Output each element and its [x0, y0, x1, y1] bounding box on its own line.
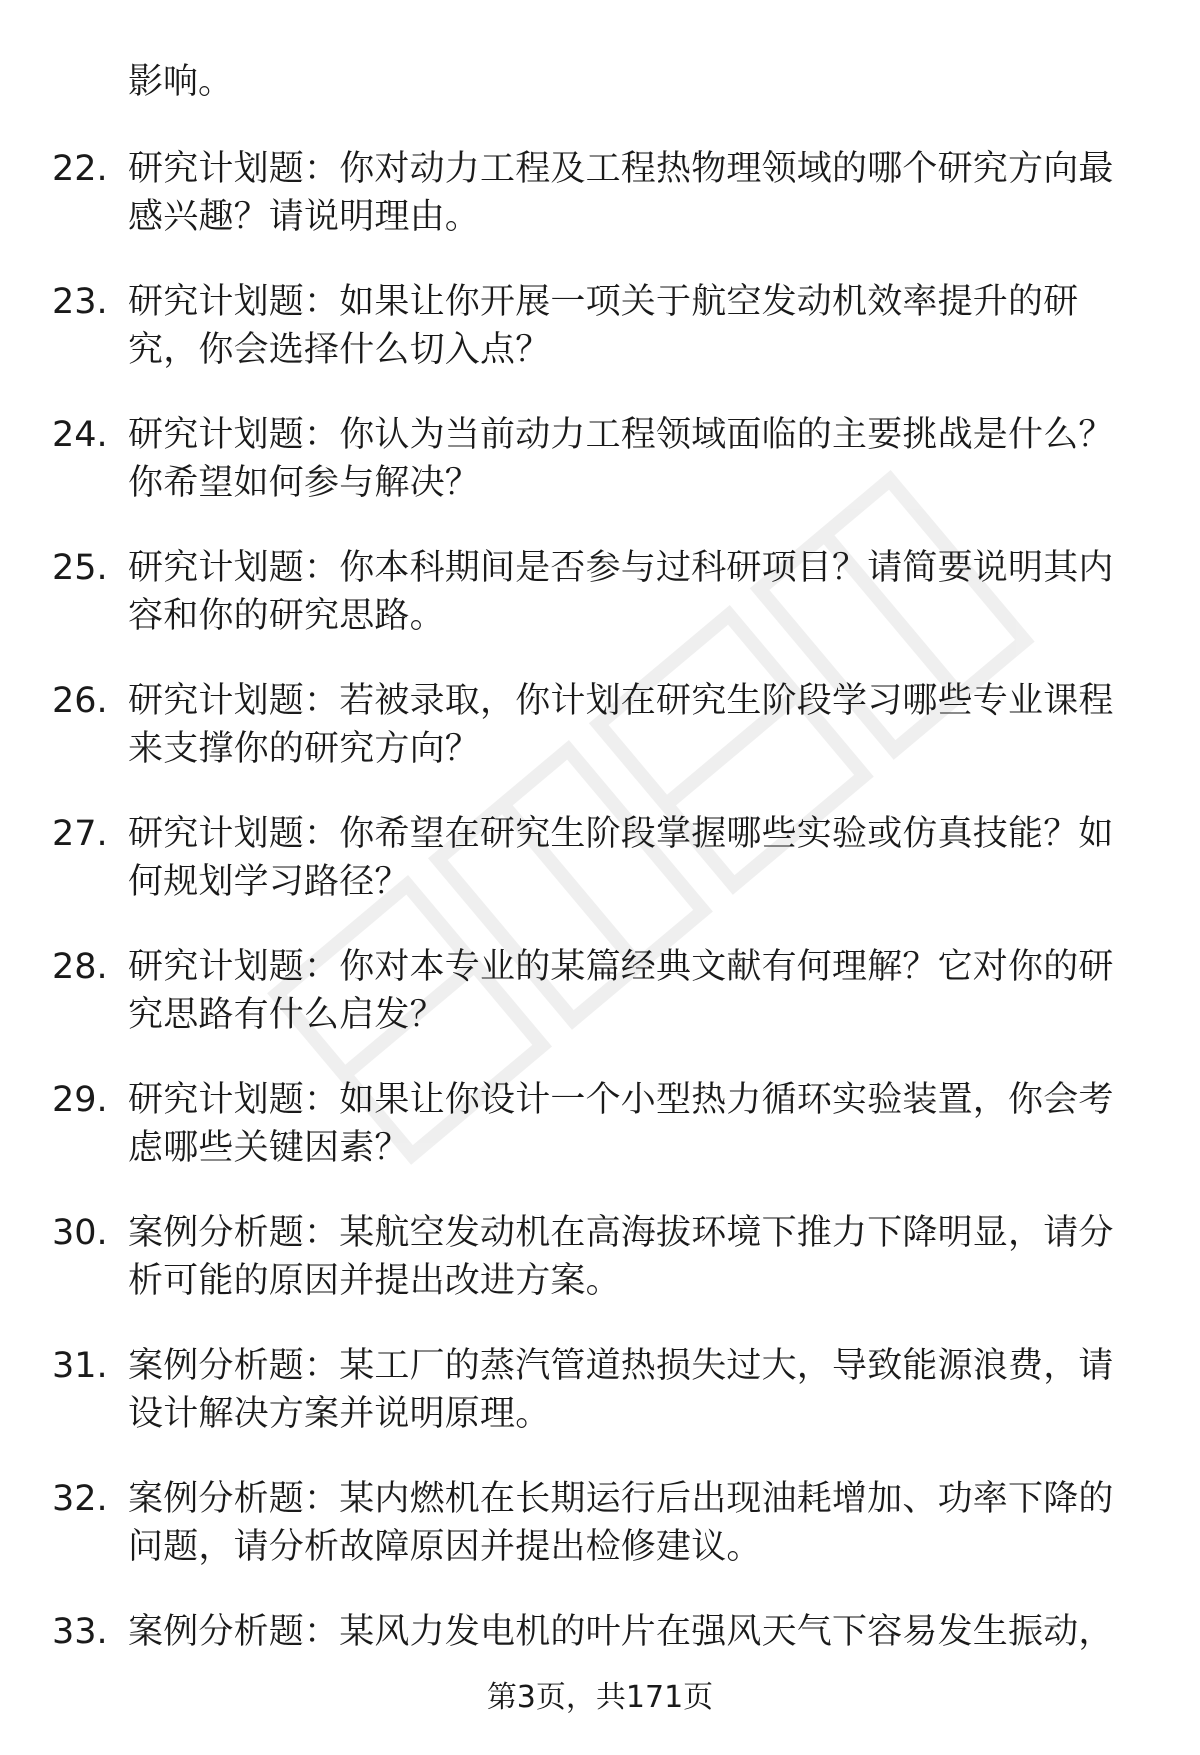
list-item: [0, 1608, 1200, 1741]
list-item: [0, 677, 1200, 810]
item-number: 25.: [52, 548, 108, 588]
item-number: 30.: [52, 1213, 108, 1253]
list-item: [0, 1209, 1200, 1342]
item-text: 研究计划题：如果让你设计一个小型热力循环实验装置，你会考虑哪些关键因素？: [128, 1080, 1114, 1168]
item-text: 研究计划题：你希望在研究生阶段掌握哪些实验或仿真技能？如何规划学习路径？: [128, 814, 1114, 902]
list-item: [0, 411, 1200, 544]
item-number: 31.: [52, 1346, 108, 1386]
list-item: [0, 943, 1200, 1076]
continuation-text: 影响。: [128, 62, 234, 102]
item-text: 研究计划题：若被录取，你计划在研究生阶段学习哪些专业课程来支撑你的研究方向？: [128, 681, 1114, 769]
item-text: 案例分析题：某工厂的蒸汽管道热损失过大，导致能源浪费，请设计解决方案并说明原理。: [128, 1346, 1114, 1434]
question-list: [0, 145, 1200, 1741]
item-text: 研究计划题：你认为当前动力工程领域面临的主要挑战是什么？你希望如何参与解决？: [128, 415, 1114, 503]
item-number: 23.: [52, 282, 108, 322]
list-item: [0, 544, 1200, 677]
item-number: 32.: [52, 1479, 108, 1519]
list-item: [0, 1076, 1200, 1209]
list-item: [0, 1342, 1200, 1475]
item-text: 案例分析题：某内燃机在长期运行后出现油耗增加、功率下降的问题，请分析故障原因并提出检修建议。: [128, 1479, 1114, 1567]
item-text: 研究计划题：你本科期间是否参与过科研项目？请简要说明其内容和你的研究思路。: [128, 548, 1114, 636]
item-text: 研究计划题：你对本专业的某篇经典文献有何理解？它对你的研究思路有什么启发？: [128, 947, 1114, 1035]
item-number: 28.: [52, 947, 108, 987]
item-text: 案例分析题：某风力发电机的叶片在强风天气下容易发生振动，: [128, 1612, 1114, 1652]
item-number: 22.: [52, 149, 108, 189]
item-number: 27.: [52, 814, 108, 854]
item-text: 研究计划题：你对动力工程及工程热物理领域的哪个研究方向最感兴趣？请说明理由。: [128, 149, 1114, 237]
item-number: 26.: [52, 681, 108, 721]
list-item: [0, 145, 1200, 278]
list-item: [0, 1475, 1200, 1608]
item-number: 24.: [52, 415, 108, 455]
item-number: 29.: [52, 1080, 108, 1120]
item-text: 案例分析题：某航空发动机在高海拔环境下推力下降明显，请分析可能的原因并提出改进方案。: [128, 1213, 1114, 1301]
page-footer: 第3页，共171页: [486, 1680, 714, 1715]
list-item: [0, 810, 1200, 943]
item-text: 研究计划题：如果让你开展一项关于航空发动机效率提升的研究，你会选择什么切入点？: [128, 282, 1079, 370]
item-number: 33.: [52, 1612, 108, 1652]
list-item: [0, 278, 1200, 411]
